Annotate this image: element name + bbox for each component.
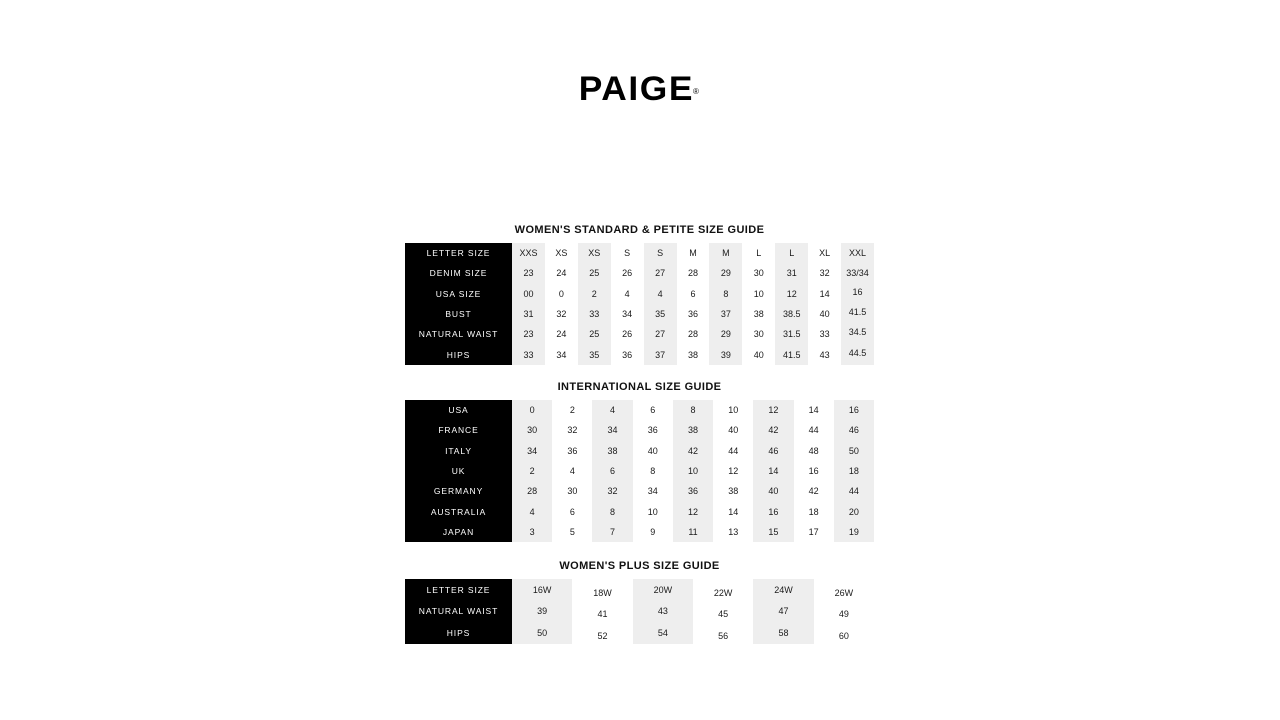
table-cell: 37 — [644, 344, 677, 364]
table-cell: 14 — [808, 284, 841, 304]
table-cell: 8 — [633, 461, 673, 481]
table-cell: 38 — [677, 344, 710, 364]
table-cell: 38.5 — [775, 304, 808, 324]
table-cell: 33 — [808, 324, 841, 344]
table-cell: 47 — [753, 601, 813, 623]
table-cell: 12 — [673, 501, 713, 521]
table-cell: 39 — [512, 601, 572, 623]
table-cell: 31 — [775, 263, 808, 283]
table-cell: 6 — [592, 461, 632, 481]
size-guide-standard — [405, 224, 874, 365]
table-row — [405, 622, 874, 644]
table-cell: 37 — [709, 304, 742, 324]
table-cell: 16W — [512, 579, 572, 601]
table-cell: 14 — [753, 461, 793, 481]
table-cell: 10 — [742, 284, 775, 304]
table-cell: S — [644, 243, 677, 263]
table-cell: 24W — [753, 579, 813, 601]
table-cell: 0 — [512, 400, 552, 420]
table-cell: 9 — [633, 522, 673, 542]
table-cell: 6 — [677, 284, 710, 304]
table-cell: 18 — [834, 461, 874, 481]
table-cell: 32 — [552, 420, 592, 440]
table-row — [405, 579, 874, 601]
table-cell: 16 — [753, 501, 793, 521]
table-cell: 38 — [742, 304, 775, 324]
row-header: AUSTRALIA — [405, 501, 512, 521]
size-guide-plus — [405, 560, 874, 644]
table-row — [405, 324, 874, 344]
table-cell: 25 — [578, 324, 611, 344]
table-cell: 26W — [814, 579, 874, 601]
table-cell: 15 — [753, 522, 793, 542]
table-cell: 2 — [578, 284, 611, 304]
table-cell: 40 — [753, 481, 793, 501]
table-cell: 12 — [753, 400, 793, 420]
table-cell: 10 — [713, 400, 753, 420]
table-cell: 43 — [633, 601, 693, 623]
brand-name: PAIGE — [578, 70, 695, 108]
table-cell: 32 — [545, 304, 578, 324]
row-header: UK — [405, 461, 512, 481]
table-cell: 34.5 — [841, 324, 874, 344]
table-cell: 18W — [572, 579, 632, 601]
table-cell: 20 — [834, 501, 874, 521]
row-header: LETTER SIZE — [405, 579, 512, 601]
table-cell: 8 — [709, 284, 742, 304]
table-row — [405, 501, 874, 521]
size-guide-plus-table — [405, 579, 874, 644]
table-cell: 3 — [512, 522, 552, 542]
table-cell: 30 — [742, 324, 775, 344]
table-cell: 8 — [673, 400, 713, 420]
table-cell: 24 — [545, 324, 578, 344]
table-cell: XS — [578, 243, 611, 263]
table-cell: 44 — [794, 420, 834, 440]
table-row — [405, 461, 874, 481]
size-guide-international — [405, 381, 874, 542]
registered-mark: ® — [692, 86, 699, 96]
size-guide-plus-title: WOMEN'S PLUS SIZE GUIDE — [559, 560, 720, 572]
table-cell: 24 — [545, 263, 578, 283]
table-cell: 5 — [552, 522, 592, 542]
row-header: NATURAL WAIST — [405, 324, 512, 344]
table-cell: 36 — [552, 441, 592, 461]
table-cell: 12 — [713, 461, 753, 481]
table-cell: 31 — [512, 304, 545, 324]
table-cell: L — [742, 243, 775, 263]
table-cell: 50 — [512, 622, 572, 644]
size-guide-standard-table — [405, 243, 874, 365]
table-cell: XXL — [841, 243, 874, 263]
size-guide-international-title: INTERNATIONAL SIZE GUIDE — [557, 381, 722, 393]
table-cell: 10 — [673, 461, 713, 481]
row-header: GERMANY — [405, 481, 512, 501]
table-cell: 2 — [512, 461, 552, 481]
row-header: NATURAL WAIST — [405, 601, 512, 623]
table-cell: 4 — [644, 284, 677, 304]
table-cell: 4 — [592, 400, 632, 420]
table-cell: 38 — [713, 481, 753, 501]
row-header: DENIM SIZE — [405, 263, 512, 283]
table-cell: 10 — [633, 501, 673, 521]
table-cell: 36 — [673, 481, 713, 501]
row-header: JAPAN — [405, 522, 512, 542]
table-cell: 14 — [794, 400, 834, 420]
size-guide-international-table — [405, 400, 874, 542]
table-cell: 20W — [633, 579, 693, 601]
table-cell: 56 — [693, 622, 753, 644]
table-cell: 00 — [512, 284, 545, 304]
row-header: HIPS — [405, 344, 512, 364]
table-cell: 28 — [677, 263, 710, 283]
table-row — [405, 522, 874, 542]
table-row — [405, 420, 874, 440]
table-cell: 2 — [552, 400, 592, 420]
table-cell: 19 — [834, 522, 874, 542]
table-cell: 60 — [814, 622, 874, 644]
table-cell: 58 — [753, 622, 813, 644]
table-cell: XS — [545, 243, 578, 263]
table-cell: 48 — [794, 441, 834, 461]
table-cell: 42 — [673, 441, 713, 461]
table-cell: 4 — [611, 284, 644, 304]
row-header: ITALY — [405, 441, 512, 461]
table-cell: 40 — [742, 344, 775, 364]
table-cell: L — [775, 243, 808, 263]
table-cell: 6 — [633, 400, 673, 420]
table-cell: 26 — [611, 263, 644, 283]
table-cell: 35 — [644, 304, 677, 324]
table-cell: 40 — [808, 304, 841, 324]
table-cell: 29 — [709, 324, 742, 344]
table-cell: 33 — [512, 344, 545, 364]
table-cell: 46 — [834, 420, 874, 440]
table-row — [405, 481, 874, 501]
table-cell: 22W — [693, 579, 753, 601]
table-cell: 4 — [512, 501, 552, 521]
table-cell: M — [709, 243, 742, 263]
table-cell: 41.5 — [841, 304, 874, 324]
table-cell: 46 — [753, 441, 793, 461]
table-cell: XL — [808, 243, 841, 263]
table-row — [405, 284, 874, 304]
table-cell: 30 — [552, 481, 592, 501]
table-row — [405, 441, 874, 461]
table-cell: 31.5 — [775, 324, 808, 344]
table-cell: 44 — [834, 481, 874, 501]
row-header: HIPS — [405, 622, 512, 644]
table-cell: 27 — [644, 263, 677, 283]
table-cell: 54 — [633, 622, 693, 644]
table-cell: 12 — [775, 284, 808, 304]
table-cell: 38 — [673, 420, 713, 440]
table-cell: 0 — [545, 284, 578, 304]
table-cell: 40 — [713, 420, 753, 440]
table-cell: 11 — [673, 522, 713, 542]
table-cell: 35 — [578, 344, 611, 364]
table-cell: 33 — [578, 304, 611, 324]
table-cell: 36 — [677, 304, 710, 324]
table-cell: 41 — [572, 601, 632, 623]
table-cell: 23 — [512, 263, 545, 283]
table-cell: XXS — [512, 243, 545, 263]
table-cell: 13 — [713, 522, 753, 542]
table-cell: 34 — [611, 304, 644, 324]
table-cell: 34 — [633, 481, 673, 501]
table-cell: 44.5 — [841, 344, 874, 364]
table-cell: 33/34 — [841, 263, 874, 283]
table-cell: 4 — [552, 461, 592, 481]
table-cell: 25 — [578, 263, 611, 283]
table-cell: 34 — [592, 420, 632, 440]
row-header: USA — [405, 400, 512, 420]
row-header: BUST — [405, 304, 512, 324]
table-cell: 30 — [742, 263, 775, 283]
table-cell: 50 — [834, 441, 874, 461]
table-cell: 32 — [808, 263, 841, 283]
table-cell: 16 — [794, 461, 834, 481]
size-guide-standard-title: WOMEN'S STANDARD & PETITE SIZE GUIDE — [514, 224, 765, 236]
table-cell: 26 — [611, 324, 644, 344]
table-row — [405, 304, 874, 324]
table-cell: 27 — [644, 324, 677, 344]
table-cell: 38 — [592, 441, 632, 461]
table-cell: 32 — [592, 481, 632, 501]
table-cell: 30 — [512, 420, 552, 440]
table-cell: 18 — [794, 501, 834, 521]
table-cell: 40 — [633, 441, 673, 461]
table-cell: 36 — [633, 420, 673, 440]
table-cell: 43 — [808, 344, 841, 364]
table-cell: 17 — [794, 522, 834, 542]
table-cell: 7 — [592, 522, 632, 542]
table-cell: 28 — [677, 324, 710, 344]
table-cell: M — [677, 243, 710, 263]
row-header: LETTER SIZE — [405, 243, 512, 263]
table-row — [405, 601, 874, 623]
table-cell: 29 — [709, 263, 742, 283]
table-cell: 34 — [545, 344, 578, 364]
table-cell: 39 — [709, 344, 742, 364]
table-row — [405, 263, 874, 283]
table-cell: 28 — [512, 481, 552, 501]
table-cell: 42 — [794, 481, 834, 501]
table-cell: 52 — [572, 622, 632, 644]
table-cell: 14 — [713, 501, 753, 521]
table-row — [405, 400, 874, 420]
row-header: USA SIZE — [405, 284, 512, 304]
table-cell: 45 — [693, 601, 753, 623]
table-cell: 42 — [753, 420, 793, 440]
brand-logo — [0, 70, 1280, 109]
table-cell: 34 — [512, 441, 552, 461]
table-cell: 23 — [512, 324, 545, 344]
table-cell: 8 — [592, 501, 632, 521]
table-cell: S — [611, 243, 644, 263]
table-cell: 16 — [834, 400, 874, 420]
table-cell: 16 — [841, 284, 874, 304]
table-row — [405, 243, 874, 263]
table-cell: 41.5 — [775, 344, 808, 364]
table-cell: 36 — [611, 344, 644, 364]
table-cell: 49 — [814, 601, 874, 623]
table-cell: 44 — [713, 441, 753, 461]
row-header: FRANCE — [405, 420, 512, 440]
table-cell: 6 — [552, 501, 592, 521]
table-row — [405, 344, 874, 364]
